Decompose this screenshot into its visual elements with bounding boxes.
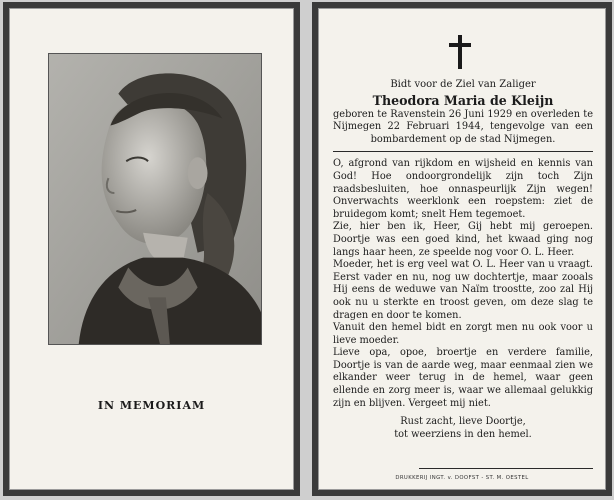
memorial-text (333, 79, 593, 441)
paragraph: Lieve opa, opoe, broertje en verdere familie, Doortje is van de aarde weg, maar eenmaal zien we elkander weer terug in de hemel, waar geen ellende en zorg meer is, waar we allemaal gelukkig zijn en blijven. Vergeet mij niet. (333, 347, 593, 409)
memorial-card-back (318, 8, 606, 490)
portrait-photo (48, 53, 262, 345)
in-memoriam-label: IN MEMORIAM (97, 399, 206, 412)
closing-line: tot weerziens in den hemel. (394, 428, 532, 440)
portrait-image (49, 54, 261, 344)
closing-verse (333, 416, 593, 441)
paragraph: Vanuit den hemel bidt en zorgt men nu ook voor u lieve moeder. (333, 322, 593, 346)
closing-line: Rust zacht, lieve Doortje, (400, 416, 526, 428)
paragraph: Zie, hier ben ik, Heer, Gij hebt mij geroepen. Doortje was een goed kind, het kwaad ging nog langs haar heen, ze speelde nog voor O. L. Heer. (333, 221, 593, 258)
prayer-heading: Bidt voor de Ziel van Zaliger (390, 79, 536, 90)
paragraph: Moeder, het is erg veel wat O. L. Heer van u vraagt. Eerst vader en nu, nog uw dochtertje, maar zooals Hij eens de weduwe van Naïm troostte, zoo zal Hij ook nu u sterkte en troost geven, om deze slag te dragen en door te komen. (333, 259, 593, 321)
memorial-card-front (9, 8, 294, 490)
printer-divider (419, 468, 593, 469)
printer-imprint: DRUKKERIJ INGT. v. DOOFST - ST. M. OESTEL (395, 475, 529, 481)
divider (333, 151, 593, 152)
cross-icon (447, 35, 473, 69)
paragraph: O, afgrond van rijkdom en wijsheid en kennis van God! Hoe ondoorgrondelijk zijn toch Zijn raadsbesluiten, hoe onnaspeurlijk Zijn wegen! Onverwachts weerklonk een roepstem: ziet de bruidegom komt; snelt Hem tegemoet. (333, 158, 593, 220)
deceased-name: Theodora Maria de Kleijn (372, 92, 554, 108)
birth-death-details: geboren te Ravenstein 26 Juni 1929 en overleden te Nijmegen 22 Februari 1944, tengevolge van een bombardement op de stad Nijmegen. (333, 108, 593, 145)
